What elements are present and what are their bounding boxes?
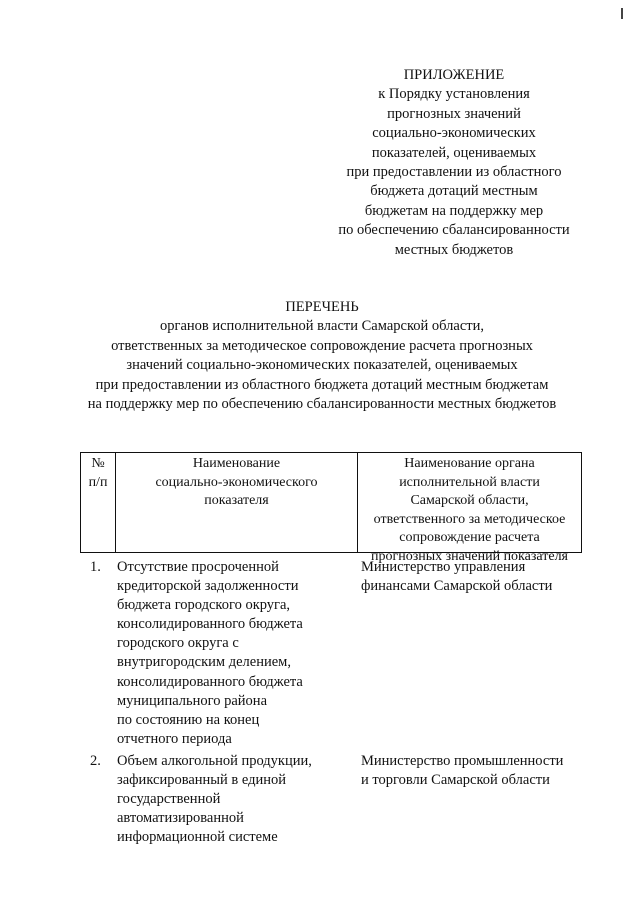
row-number: 1. xyxy=(90,559,101,575)
header-num-line: п/п xyxy=(88,474,108,490)
header-organ-line: прогнозных значений показателя xyxy=(371,548,568,564)
scan-mark xyxy=(621,8,623,19)
title-line: при предоставлении из областного бюджета дотаций местным бюджетам xyxy=(95,376,549,393)
indicator-line: муниципального района xyxy=(117,692,267,709)
header-organ-line: сопровождение расчета xyxy=(399,530,540,546)
header-organ-line: исполнительной власти xyxy=(399,474,540,490)
row-indicator xyxy=(117,752,357,847)
row-number: 2. xyxy=(90,753,101,769)
header-organ-line: ответственного за методическое xyxy=(373,511,566,527)
indicator-line: консолидированного бюджета xyxy=(117,616,303,633)
title-line: органов исполнительной власти Самарской области, xyxy=(160,318,484,335)
indicator-line: Объем алкогольной продукции, xyxy=(117,753,312,769)
indicator-line: бюджета городского округа, xyxy=(117,597,291,614)
indicator-line: автоматизированной xyxy=(117,810,244,827)
title-heading: ПЕРЕЧЕНЬ xyxy=(285,299,359,315)
organ-line: и торговли Самарской области xyxy=(361,772,550,789)
row-indicator xyxy=(117,558,357,749)
appendix-line: показателей, оцениваемых xyxy=(371,144,537,161)
appendix-title: ПРИЛОЖЕНИЕ xyxy=(403,67,505,83)
indicator-line: Отсутствие просроченной xyxy=(117,559,279,575)
header-organ xyxy=(358,453,581,564)
indicator-line: по состоянию на конец xyxy=(117,711,260,728)
header-indicator-line: социально-экономического xyxy=(155,474,318,490)
organ-line: Министерство управления xyxy=(361,559,526,575)
header-organ-line: Наименование органа xyxy=(404,456,535,471)
indicator-line: консолидированного бюджета xyxy=(117,673,303,690)
appendix-line: социально-экономических xyxy=(372,125,536,142)
header-indicator xyxy=(116,453,358,552)
indicator-line: государственной xyxy=(117,791,221,808)
document-title xyxy=(40,298,604,414)
header-num xyxy=(81,453,116,552)
indicator-line: зафиксированный в единой xyxy=(117,772,287,789)
title-line: ответственных за методическое сопровождение расчета прогнозных xyxy=(111,337,533,354)
header-num-line: № xyxy=(91,456,105,471)
appendix-line: при предоставлении из областного xyxy=(346,164,562,181)
appendix-line: бюджетам на поддержку мер xyxy=(364,202,544,219)
title-line: на поддержку мер по обеспечению сбалансированности местных бюджетов xyxy=(87,396,557,413)
indicator-line: отчетного периода xyxy=(117,730,232,747)
indicator-line: внутригородским делением, xyxy=(117,654,291,671)
row-organ xyxy=(361,558,585,596)
organ-line: Министерство промышленности xyxy=(361,753,564,769)
indicator-line: кредиторской задолженности xyxy=(117,578,299,595)
indicator-line: городского округа с xyxy=(117,635,239,652)
appendix-line: по обеспечению сбалансированности xyxy=(338,222,570,239)
table-header xyxy=(80,452,582,564)
header-indicator-line: показателя xyxy=(204,493,269,509)
row-organ xyxy=(361,752,585,790)
appendix-line: к Порядку установления xyxy=(378,86,530,103)
indicator-line: информационной системе xyxy=(117,829,278,846)
organ-line: финансами Самарской области xyxy=(361,578,553,595)
appendix-line: прогнозных значений xyxy=(387,105,521,122)
appendix-line: местных бюджетов xyxy=(394,241,514,258)
header-indicator-line: Наименование xyxy=(192,456,281,471)
title-line: значений социально-экономических показателей, оцениваемых xyxy=(126,357,518,374)
appendix-header xyxy=(318,66,590,260)
header-organ-line: Самарской области, xyxy=(410,493,529,509)
appendix-line: бюджета дотаций местным xyxy=(370,183,538,200)
